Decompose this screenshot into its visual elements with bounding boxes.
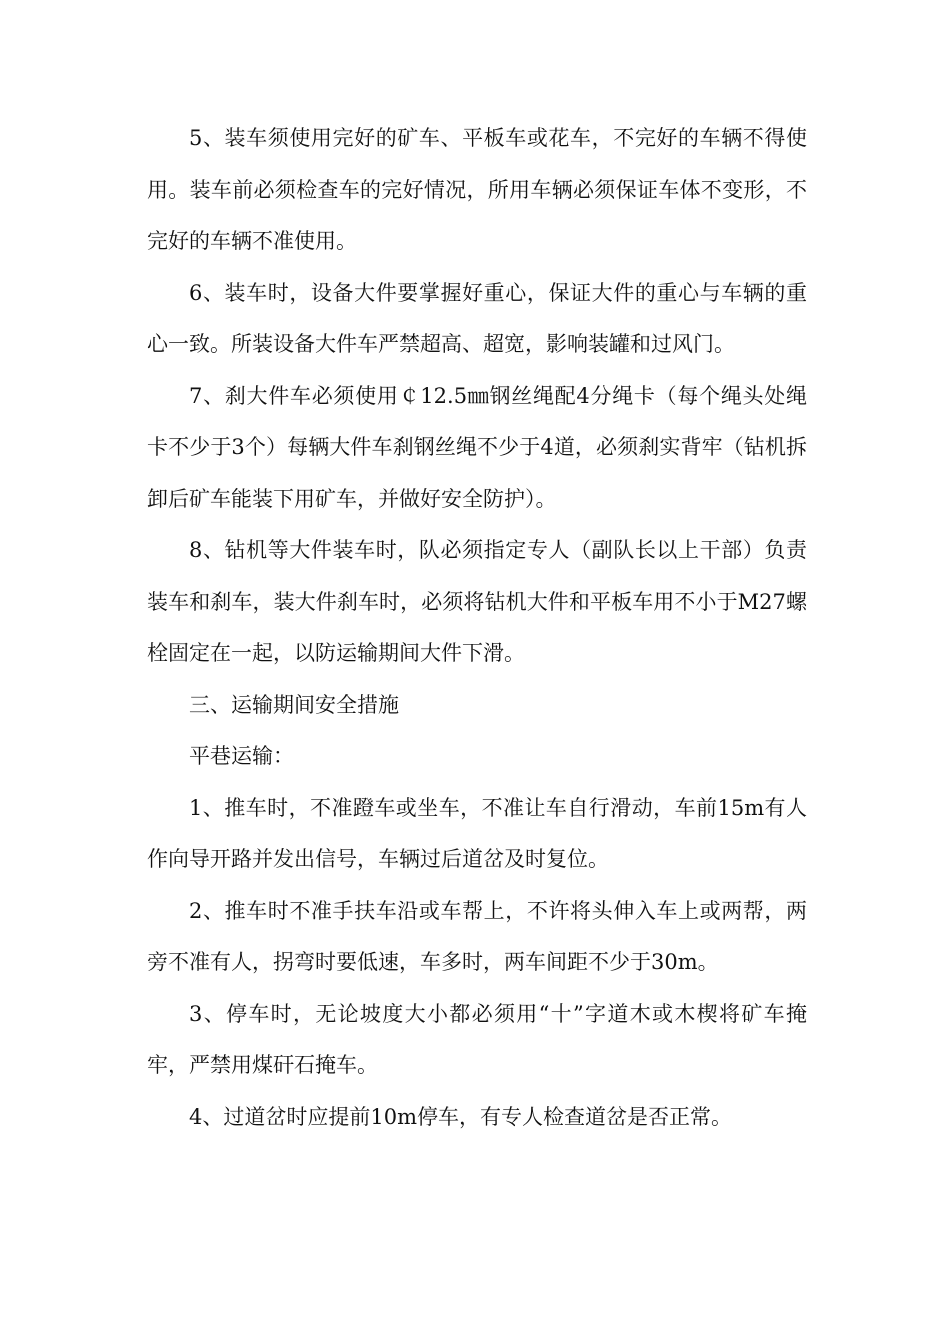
paragraph-item-5: 5、装车须使用完好的矿车、平板车或花车，不完好的车辆不得使用。装车前必须检查车的完好情况，所用车辆必须保证车体不变形，不完好的车辆不准使用。 xyxy=(147,126,807,253)
section-heading: 三、运输期间安全措施 xyxy=(189,692,399,717)
paragraph-item-6: 6、装车时，设备大件要掌握好重心，保证大件的重心与车辆的重心一致。所装设备大件车严禁超高、超宽，影响装罐和过风门。 xyxy=(147,280,807,356)
paragraph-item-2: 2、推车时不准手扶车沿或车帮上，不许将头伸入车上或两帮，两旁不准有人，拐弯时要低速，车多时，两车间距不少于30m。 xyxy=(147,898,807,974)
paragraph-item-8: 8、钻机等大件装车时，队必须指定专人（副队长以上干部）负责装车和刹车，装大件刹车时，必须将钻机大件和平板车用不小于M27螺栓固定在一起，以防运输期间大件下滑。 xyxy=(147,538,807,665)
paragraph-item-4: 4、过道岔时应提前10m停车，有专人检查道岔是否正常。 xyxy=(189,1104,732,1129)
paragraph-item-3: 3、停车时，无论坡度大小都必须用“十”字道木或木楔将矿车掩牢，严禁用煤矸石掩车。 xyxy=(147,1001,807,1077)
paragraph-item-7: 7、刹大件车必须使用￠12.5㎜钢丝绳配4分绳卡（每个绳头处绳卡不少于3个）每辆大件车刹钢丝绳不少于4道，必须刹实背牢（钻机拆卸后矿车能装下用矿车，并做好安全防护）。 xyxy=(147,383,807,511)
paragraph-item-1: 1、推车时，不准蹬车或坐车，不准让车自行滑动，车前15m有人作向导开路并发出信号，车辆过后道岔及时复位。 xyxy=(147,795,807,871)
document-body xyxy=(147,113,807,1143)
subsection-heading: 平巷运输： xyxy=(189,744,294,768)
